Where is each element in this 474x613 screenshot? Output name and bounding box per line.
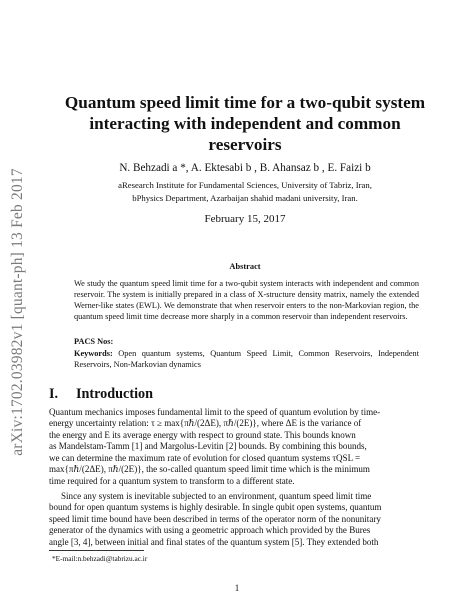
paragraph-line: Quantum mechanics imposes fundamental limit to the speed of quantum evolution by time-: [49, 407, 381, 417]
footnote-divider: [49, 550, 144, 551]
footnote: *E-mail:n.behzadi@tabrizu.ac.ir: [52, 554, 148, 563]
paragraph-line: generator of the dynamics with using a geometric approach which provided by the Bures: [49, 525, 371, 536]
keywords-text: Open quantum systems, Quantum Speed Limit, Common Reservoirs, Independent Reservoirs, Non-Markovian dynamics: [74, 349, 420, 370]
affiliation-b: bPhysics Department, Azarbaijan shahid madani university, Iran.: [132, 193, 358, 203]
keywords-label: Keywords:: [74, 349, 113, 358]
arxiv-identifier: arXiv:1702.03982v1 [quant-ph] 13 Feb 2017: [9, 168, 26, 456]
section-title: Introduction: [76, 386, 153, 402]
publication-date: February 15, 2017: [204, 213, 286, 225]
section-heading: [49, 386, 153, 403]
paper-title: Quantum speed limit time for a two-qubit system interacting with independent and common reservoirs: [64, 93, 426, 154]
paragraph-line: energy uncertainty relation: τ ≥ max{πℏ/(2ΔE), πℏ/(2E)}, where ΔE is the variance of: [49, 418, 362, 429]
abstract-heading: Abstract: [229, 262, 261, 271]
paragraph-line: Since any system is inevitable subjected to an environment, quantum speed limit time: [61, 491, 372, 501]
affiliation-a: aResearch Institute for Fundamental Sciences, University of Tabriz, Iran,: [118, 180, 372, 190]
arxiv-sidebar-stamp: [6, 92, 30, 532]
pacs-heading: PACS Nos:: [74, 337, 114, 346]
paragraph-line: angle [3, 4], between initial and final states of the quantum system [5]. They extended both: [49, 536, 379, 547]
section-number: I.: [49, 386, 59, 402]
intro-paragraph-1: [49, 407, 443, 487]
abstract-text: We study the quantum speed limit time for a two-qubit system interacts with independent and common reservoir. The system is initially prepared in a class of X-structure density matrix, namely the extended Werner-like states (EWL). We demonstrate that when reservoir enters to the non-Markovian region, the quantum speed limit time decrease more sharply in a common reservoir than independent reservoirs.: [74, 279, 419, 322]
paragraph-line: max{πℏ/(2ΔE), πℏ/(2E)}, the so-called quantum speed limit time which is the minimum: [49, 464, 370, 475]
intro-paragraph-2: [49, 491, 443, 548]
page-number: 1: [234, 583, 240, 593]
paragraph-line: as Mandelstam-Tamm [1] and Margolus-Levitin [2] bounds. By combining this bounds,: [49, 441, 367, 452]
paragraph-line: the energy and E its average energy with respect to ground state. This bounds known: [49, 429, 356, 440]
paragraph-line: bound for open quantum systems is highly desirable. In single qubit open systems, quantum: [49, 502, 382, 513]
author-list: N. Behzadi a *, A. Ektesabi b , B. Ahansaz b , E. Faizi b: [119, 162, 371, 174]
keywords-block: [74, 348, 419, 370]
paragraph-line: time required for a quantum system to transform to a different state.: [49, 475, 295, 486]
paragraph-line: we can determine the maximum rate of evolution for closed quantum systems τQSL =: [49, 452, 361, 463]
paragraph-line: speed limit time bound have been described in terms of the operator norm of the nonunitary: [49, 513, 381, 524]
